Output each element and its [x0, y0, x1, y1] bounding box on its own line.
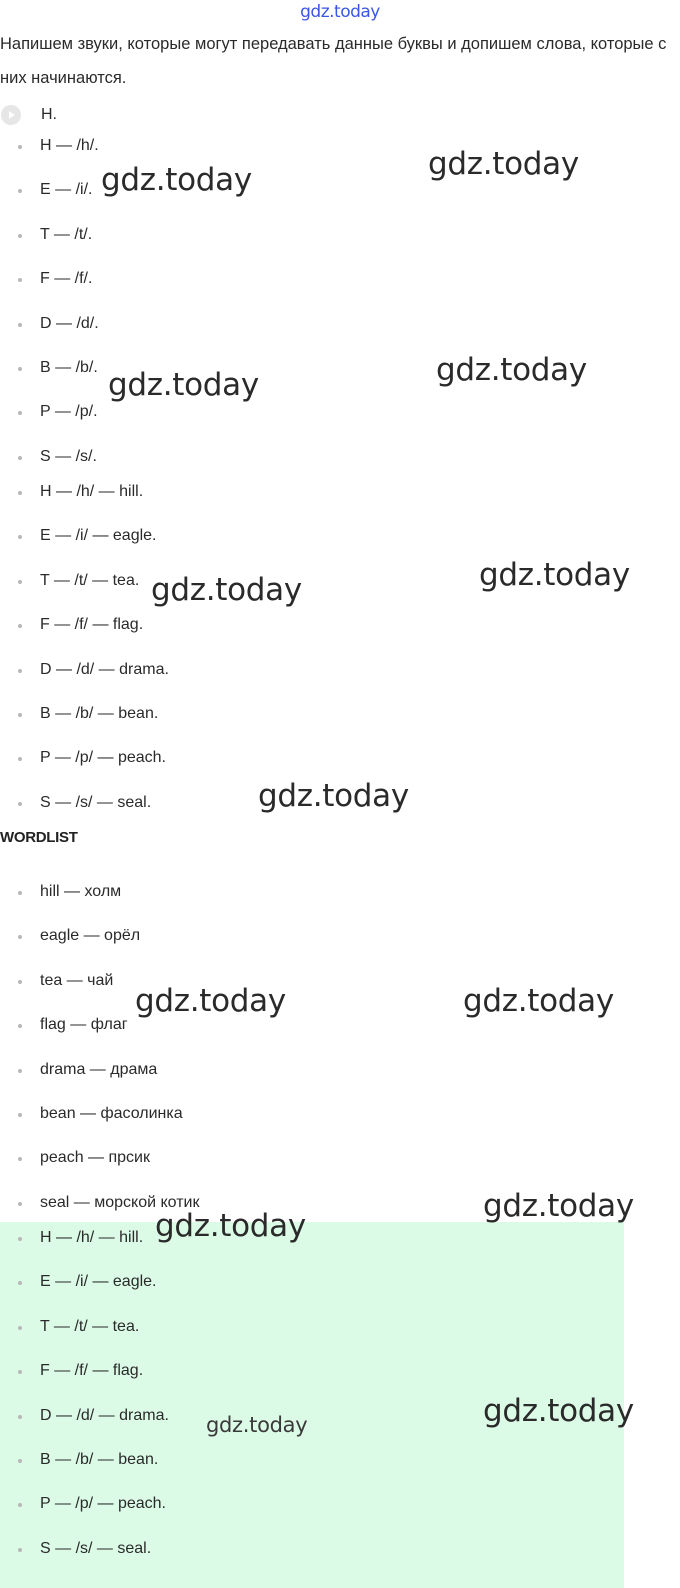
site-logo[interactable]: gdz.today: [300, 2, 380, 22]
list-item-text: F — /f/.: [40, 270, 93, 288]
list-item-text: S — /s/ — seal.: [40, 793, 152, 811]
bullet-icon: [18, 669, 22, 673]
list-item-text: F — /f/ — flag.: [40, 616, 144, 634]
list-item-text: S — /s/.: [40, 447, 97, 465]
bullet-icon: [18, 1113, 22, 1117]
watermark: gdz.today: [155, 1208, 306, 1244]
bullet-icon: [18, 980, 22, 984]
bullet-icon: [18, 580, 22, 584]
list-item-text: F — /f/ — flag.: [40, 1362, 144, 1380]
bullet-icon: [18, 491, 22, 495]
header-letter: H.: [41, 106, 57, 123]
list-item-text: D — /d/ — drama.: [40, 1406, 169, 1424]
list-item-text: P — /p/.: [40, 403, 98, 421]
list-item-text: T — /t/ — tea.: [40, 571, 140, 589]
watermark: gdz.today: [428, 146, 579, 182]
list-item-text: D — /d/.: [40, 314, 99, 332]
bullet-icon: [18, 367, 22, 371]
bullet-icon: [18, 234, 22, 238]
watermark: gdz.today: [436, 352, 587, 388]
list-item-text: H — /h/ — hill.: [40, 1229, 144, 1246]
task-intro-text: Напишем звуки, которые могут передавать данные буквы и допишем слова, которые с них начинаются.: [0, 35, 667, 87]
bullet-icon: [18, 1326, 22, 1330]
bullet-icon: [18, 624, 22, 628]
bullet-icon: [18, 1415, 22, 1419]
bullet-icon: [18, 1548, 22, 1552]
watermark: gdz.today: [108, 367, 259, 403]
list-item-text: B — /b/.: [40, 358, 98, 376]
list-item-text: seal — морской котик: [40, 1193, 200, 1211]
list-item-text: E — /i/ — eagle.: [40, 1273, 157, 1291]
watermark: gdz.today: [479, 557, 630, 593]
wordlist-heading: WORDLIST: [0, 829, 78, 846]
bullet-icon: [18, 323, 22, 327]
list-item-text: T — /t/ — tea.: [40, 1317, 140, 1335]
list-item-text: eagle — орёл: [40, 927, 141, 945]
bullet-icon: [18, 278, 22, 282]
bullet-icon: [18, 1237, 22, 1241]
list-item-text: drama — драма: [40, 1060, 158, 1078]
watermark: gdz.today: [483, 1393, 634, 1429]
bullet-icon: [18, 189, 22, 193]
watermark: gdz.today: [206, 1413, 308, 1437]
list-item-text: B — /b/ — bean.: [40, 704, 159, 722]
bullet-icon: [18, 713, 22, 717]
list-item-text: hill — холм: [40, 883, 122, 900]
list-item-text: P — /p/ — peach.: [40, 749, 166, 767]
list-item-text: H — /h/.: [40, 137, 99, 154]
bullet-icon: [18, 145, 22, 149]
bullet-icon: [18, 1069, 22, 1073]
list-item-text: peach — прсик: [40, 1149, 150, 1167]
list-item-text: P — /p/ — peach.: [40, 1495, 166, 1513]
list-item-text: flag — флаг: [40, 1016, 128, 1034]
watermark: gdz.today: [483, 1188, 634, 1224]
bullet-icon: [18, 935, 22, 939]
bullet-icon: [18, 891, 22, 895]
bullet-icon: [18, 757, 22, 761]
watermark: gdz.today: [151, 572, 302, 608]
watermark: gdz.today: [463, 983, 614, 1019]
list-item-text: B — /b/ — bean.: [40, 1450, 159, 1468]
bullet-icon: [18, 456, 22, 460]
bullet-icon: [18, 535, 22, 539]
list-item-text: bean — фасолинка: [40, 1104, 183, 1122]
bullet-icon: [18, 1202, 22, 1206]
bullet-icon: [18, 802, 22, 806]
list-item-text: T — /t/.: [40, 225, 93, 243]
play-icon[interactable]: [1, 105, 21, 125]
watermark: gdz.today: [101, 162, 252, 198]
list-item-text: H — /h/ — hill.: [40, 483, 144, 500]
watermark: gdz.today: [135, 983, 286, 1019]
list-item-text: E — /i/ — eagle.: [40, 527, 157, 545]
list-item-text: E — /i/.: [40, 181, 93, 199]
list-item-text: tea — чай: [40, 971, 114, 989]
list-item-text: D — /d/ — drama.: [40, 660, 169, 678]
bullet-icon: [18, 1024, 22, 1028]
list-item-text: S — /s/ — seal.: [40, 1539, 152, 1557]
bullet-icon: [18, 1157, 22, 1161]
bullet-icon: [18, 411, 22, 415]
watermark: gdz.today: [258, 778, 409, 814]
bullet-icon: [18, 1459, 22, 1463]
